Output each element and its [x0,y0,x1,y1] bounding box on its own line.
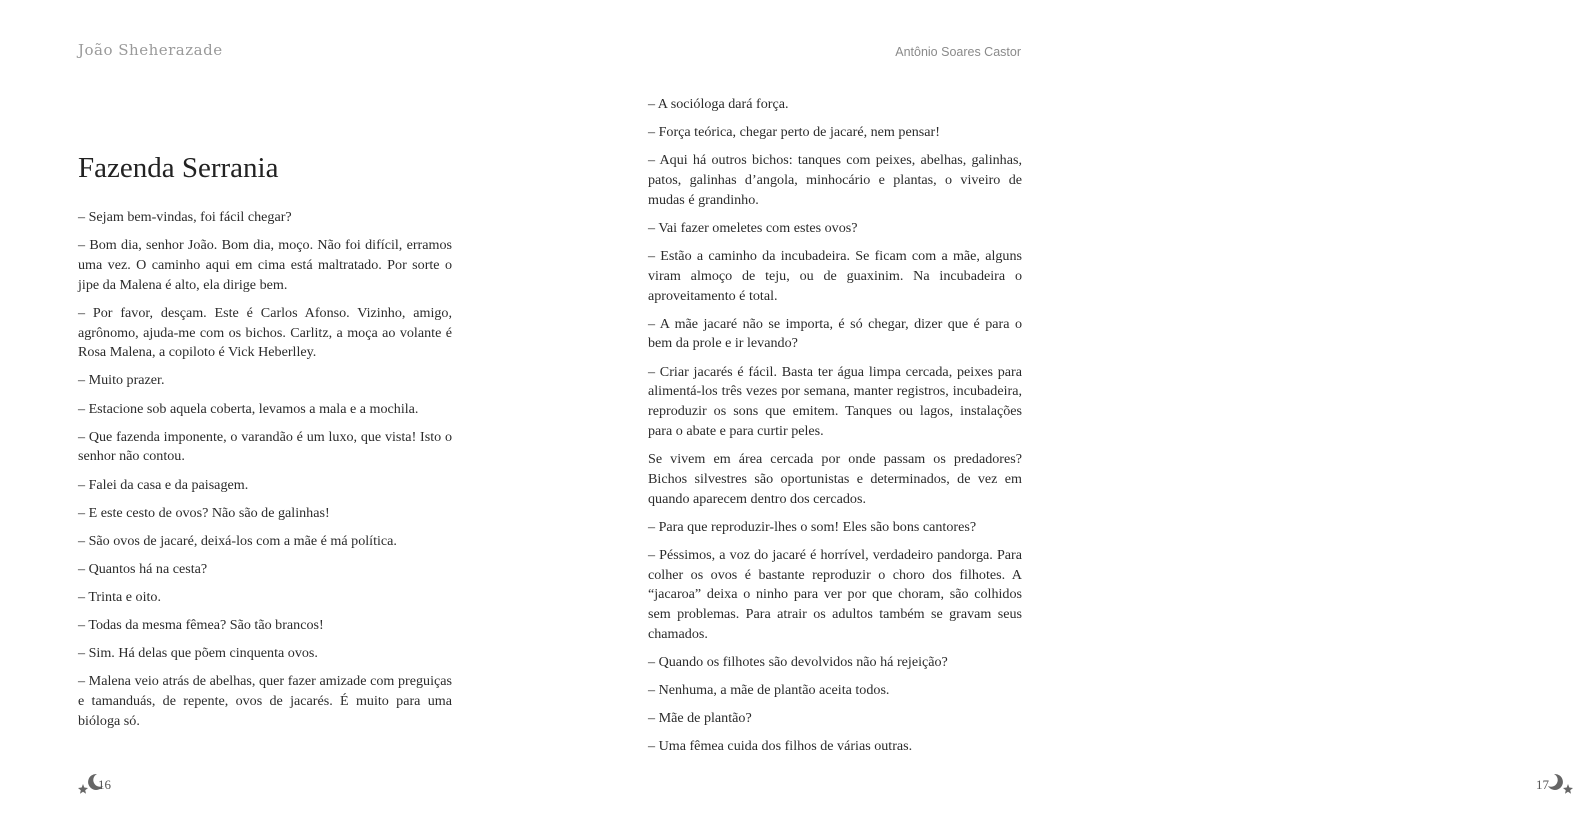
paragraph: – Por favor, desçam. Este é Carlos Afonso. Vizinho, amigo, agrônomo, ajuda-me com os bichos. Carlitz, a moça ao volante é Rosa Malena, a copiloto é Vick Heberlley. [78,304,452,361]
paragraph: – Força teórica, chegar perto de jacaré, nem pensar! [648,124,940,141]
paragraph: – Péssimos, a voz do jacaré é horrível, verdadeiro pandorga. Para colher os ovos é bastante reproduzir o choro dos filhotes. A “jacaroa” deixa o ninho para ver por que choram, são colhidos sem problemas. Para atrair os adultos também se gravam seus chamados. [648,546,1022,642]
running-header-book-title: João Sheherazade [78,41,223,59]
chapter-title: Fazenda Serrania [78,152,279,184]
paragraph: – Criar jacarés é fácil. Basta ter água limpa cercada, peixes para alimentá-los três vezes por semana, manter registros, incubadeira, reproduzir os sons que emitem. Tanques ou lagos, instalações para o abate e para curtir peles. [648,363,1022,439]
paragraph: – A mãe jacaré não se importa, é só chegar, dizer que é para o bem da prole e ir levando? [648,315,1022,352]
paragraph: – Sejam bem-vindas, foi fácil chegar? [78,209,292,225]
right-page [550,0,1549,825]
moon-star-ornament-icon [1542,768,1574,796]
paragraph: – Quando os filhotes são devolvidos não há rejeição? [648,654,948,671]
paragraph: – Malena veio atrás de abelhas, quer fazer amizade com preguiças e tamanduás, de repente, ovos de jacarés. É muito para uma bióloga só. [78,673,452,729]
paragraph: – Falei da casa e da paisagem. [78,476,249,493]
paragraph: – Todas da mesma fêmea? São tão brancos! [78,617,324,634]
paragraph: – Bom dia, senhor João. Bom dia, moço. Não foi difícil, erramos uma vez. O caminho aqui em cima está maltratado. Por sorte o jipe da Malena é alto, ela dirige bem. [78,237,452,293]
paragraph: – Estão a caminho da incubadeira. Se ficam com a mãe, alguns viram almoço de teju, ou de guaxinim. Na incubadeira o aproveitamento é total. [648,247,1022,304]
running-header-author: Antônio Soares Castor [895,45,1021,59]
paragraph: – São ovos de jacaré, deixá-los com a mãe é má política. [78,532,397,549]
paragraph: – Uma fêmea cuida dos filhos de várias outras. [648,738,913,755]
paragraph: – Sim. Há delas que põem cinquenta ovos. [78,645,318,662]
paragraph: – Nenhuma, a mãe de plantão aceita todos. [648,682,890,699]
left-page [0,0,550,825]
paragraph: – Aqui há outros bichos: tanques com peixes, abelhas, galinhas, patos, galinhas d’angola, minhocário e plantas, o viveiro de mudas é grandinho. [648,152,1022,208]
paragraph: – Quantos há na cesta? [78,560,208,577]
paragraph: – E este cesto de ovos? Não são de galinhas! [78,504,330,521]
page-number: 17 [1536,777,1549,792]
paragraph: – Estacione sob aquela coberta, levamos a mala e a mochila. [78,400,419,417]
paragraph: – Vai fazer omeletes com estes ovos? [648,219,858,236]
paragraph: – Muito prazer. [78,372,165,389]
paragraph: – Para que reproduzir-lhes o som! Eles são bons cantores? [648,518,977,535]
page-number: 16 [98,777,111,792]
right-page-text [648,95,1022,765]
paragraph: – Trinta e oito. [78,588,162,605]
paragraph: – A socióloga dará força. [648,96,789,112]
left-page-text [78,208,452,740]
paragraph: Se vivem em área cercada por onde passam os predadores? Bichos silvestres são oportunistas e determinados, de vez em quando aparecem dentro dos cercados. [648,451,1022,507]
paragraph: – Que fazenda imponente, o varandão é um luxo, que vista! Isto o senhor não contou. [78,428,452,465]
paragraph: – Mãe de plantão? [648,710,752,727]
